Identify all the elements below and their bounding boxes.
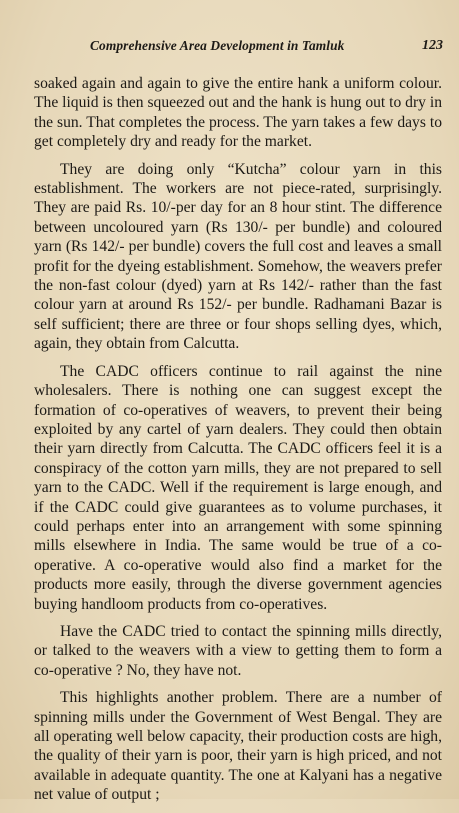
paragraph-spinning-mills-question: Have the CADC tried to contact the spinning mills directly, or talked to the weavers with a view to getting them to form a co-operative ? No, they have not. (34, 622, 442, 679)
body-text (34, 74, 442, 813)
running-head (90, 38, 443, 58)
paragraph-another-problem: This highlights another problem. There are a number of spinning mills under the Government of West Bengal. They are all operating well below capacity, their production costs are high, the quality of their yarn is poor, their yarn is high priced, and not available in adequate quantity. The one at Kalyani has a negative net value of output ; (34, 689, 442, 804)
paragraph-cadc-officers: The CADC officers continue to rail against the nine wholesalers. There is nothing one can suggest except the formation of co-operatives of weavers, to prevent their being exploited by any cartel of yarn dealers. They could then obtain their yarn directly from Calcutta. The CADC officers feel it is a conspiracy of the cotton yarn mills, they are not prepared to sell yarn to the CADC. Well if the requirement is large enough, and if the CADC could give guarantees as to volume purchases, it could perhaps enter into an arrangement with some spinning mills elsewhere in India. The same would be true of a co-operative. A co-operative would also find a market for the products more easily, through the diverse government agencies buying handloom products from co-operatives. (34, 362, 442, 613)
paragraph-kutcha-yarn: They are doing only “Kutcha” colour yarn in this establishment. The workers are not piece-rated, surprisingly. They are paid Rs. 10/-per day for an 8 hour stint. The difference between uncoloured yarn (Rs 130/- per bundle) and coloured yarn (Rs 142/- per bundle) covers the full cost and leaves a small profit for the dyeing establishment. Somehow, the weavers prefer the non-fast colour (dyed) yarn at Rs 142/- rather than the fast colour yarn at around Rs 152/- per bundle. Radhamani Bazar is self sufficient; there are three or four shops selling dyes, which, again, they obtain from Calcutta. (34, 160, 442, 353)
paragraph-continued: soaked again and again to give the entire hank a uniform colour. The liquid is then squeezed out and the hank is hung out to dry in the sun. That completes the process. The yarn takes a few days to get completely dry and ready for the market. (34, 75, 442, 151)
page-number: 123 (422, 38, 443, 53)
running-title: Comprehensive Area Development in Tamluk (90, 38, 345, 53)
